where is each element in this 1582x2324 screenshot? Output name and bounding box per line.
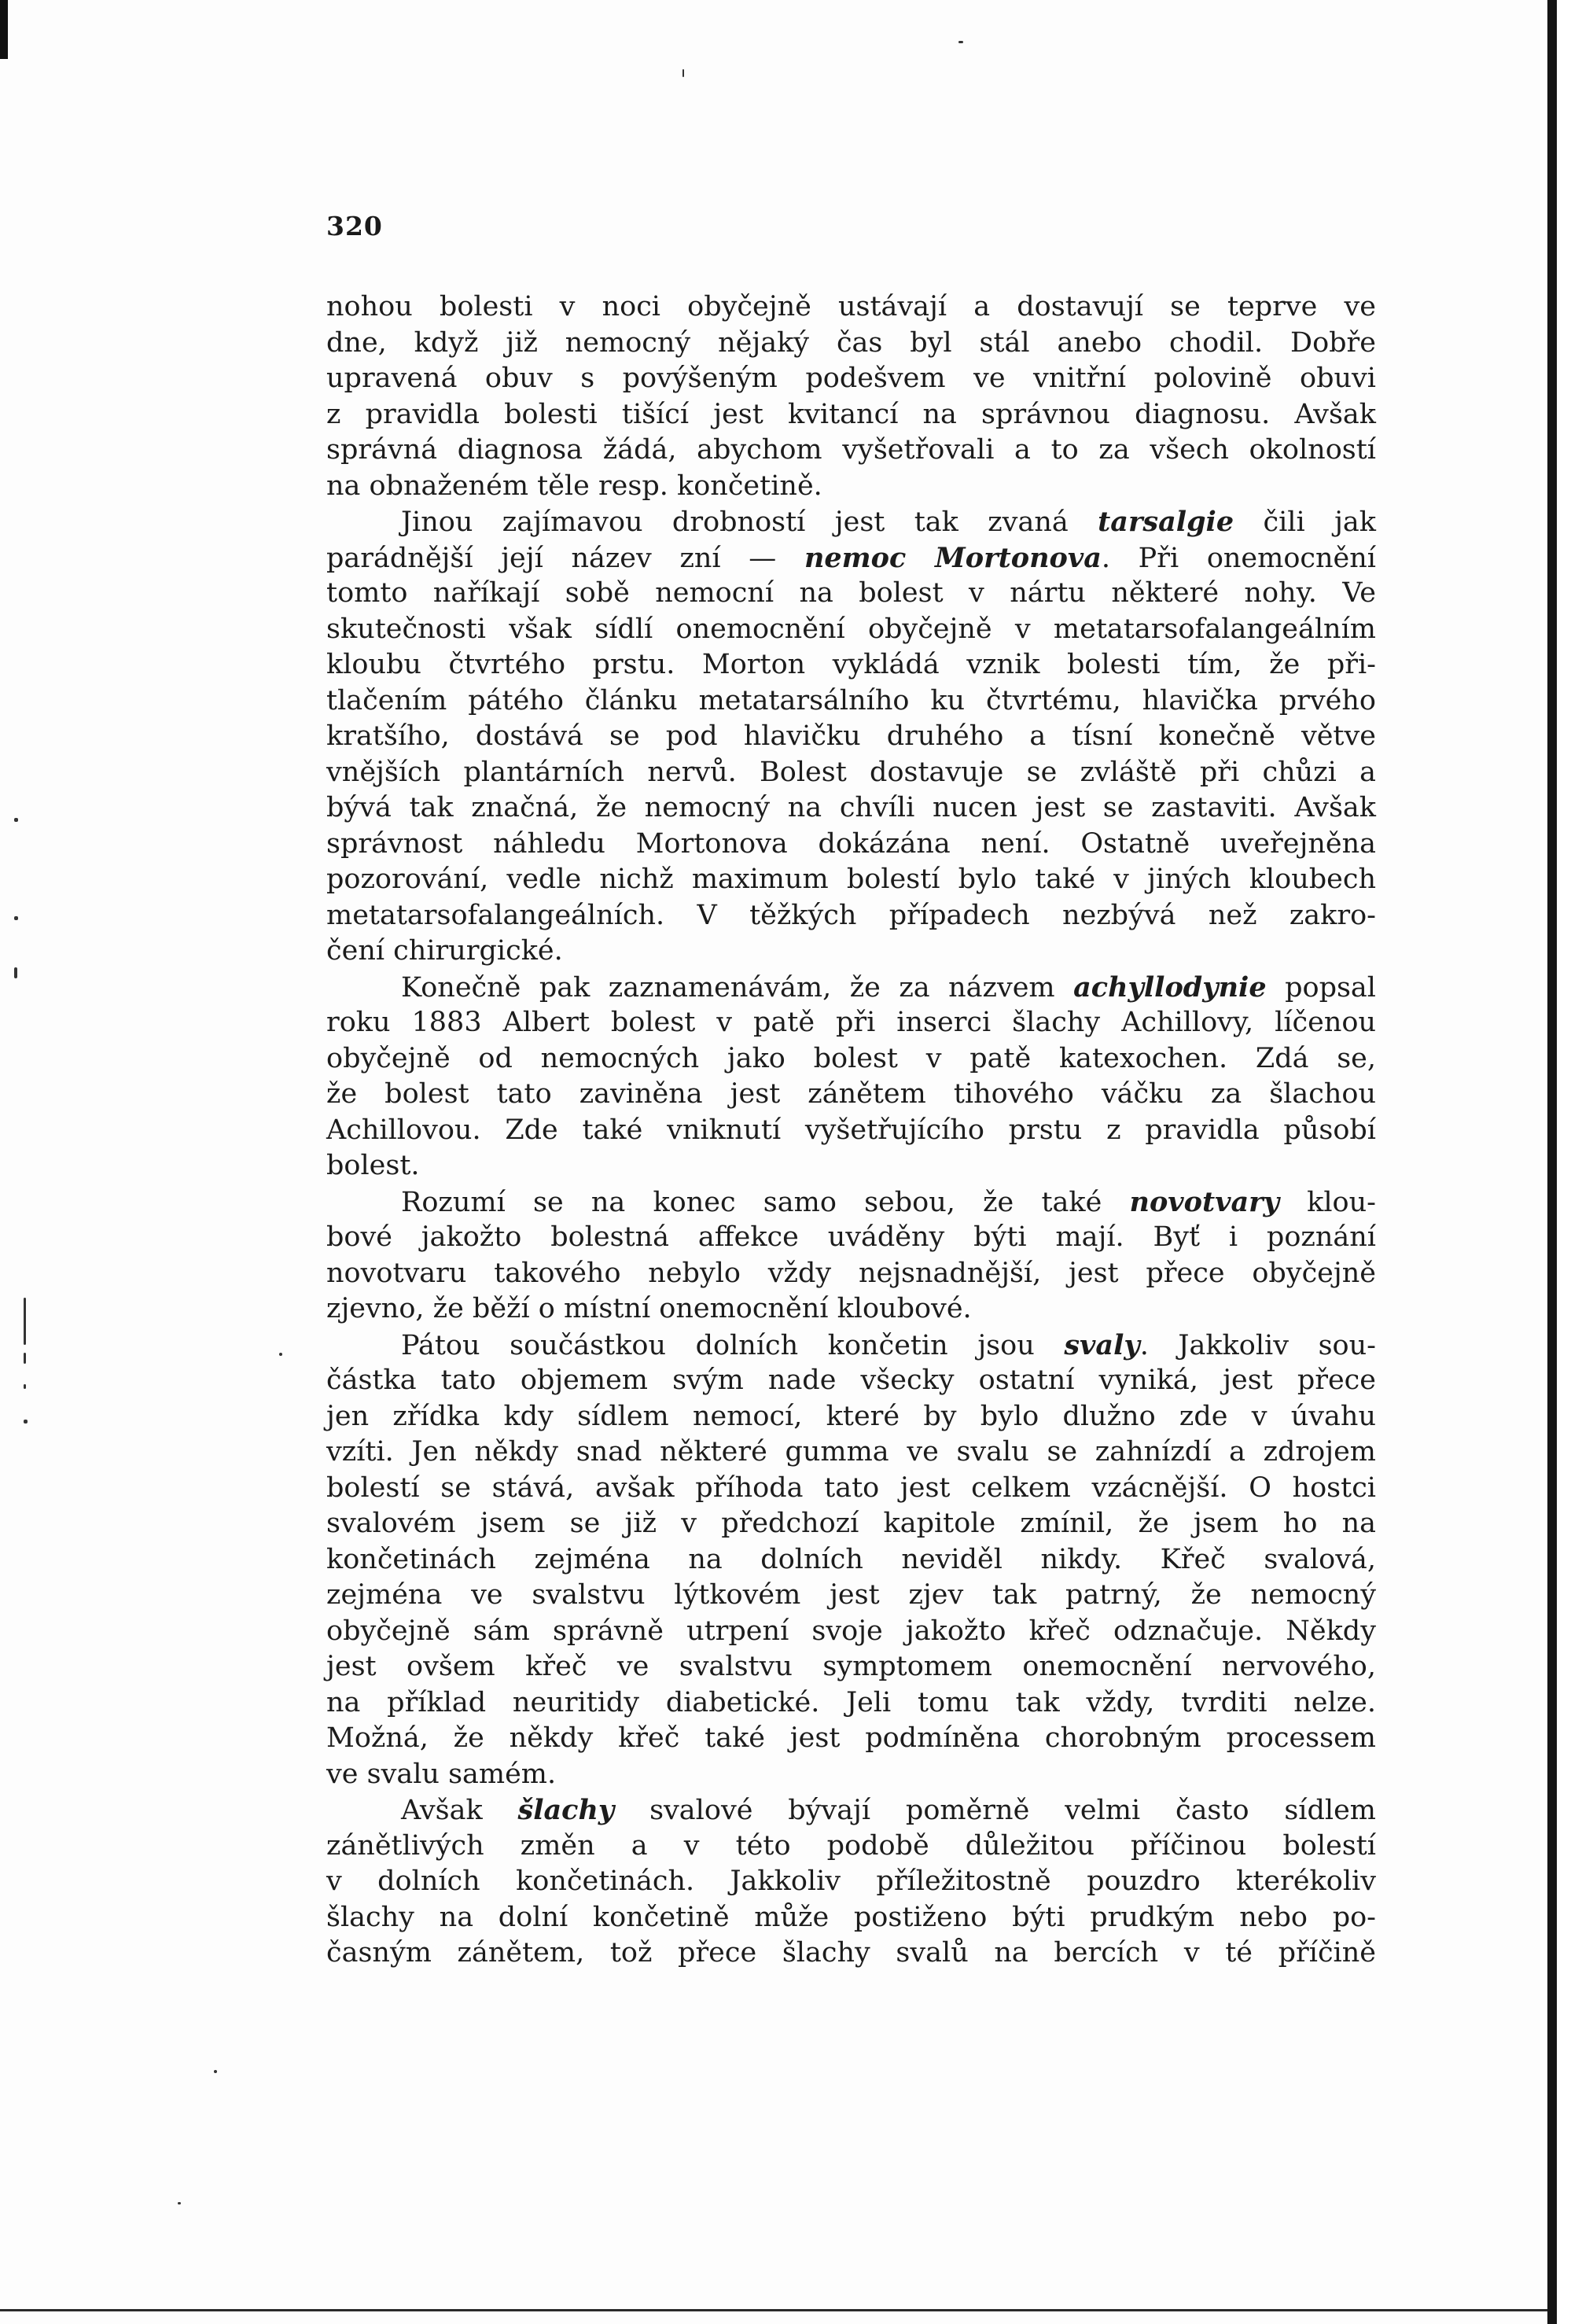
text-run: správnost náhledu Mortonova dokázána není. Ostatně uveřejněna xyxy=(326,827,1376,860)
text-line xyxy=(326,1900,1376,1936)
text-run: bolestí se stává, avšak příhoda tato jest celkem vzácnější. O hostci xyxy=(326,1471,1376,1504)
text-line xyxy=(326,326,1376,362)
text-run: . Jakkoliv sou- xyxy=(1139,1329,1376,1361)
text-run: vnějších plantárních nervů. Bolest dostavuje se zvláště při chůzi a xyxy=(326,756,1376,788)
text-run: upravená obuv s povýšeným podešvem ve vnitřní polovině obuvi xyxy=(326,363,1376,394)
text-run: ve svalu samém. xyxy=(326,1758,557,1790)
text-run: bové jakožto bolestná affekce uváděny býti mají. Byť i poznání xyxy=(326,1221,1376,1253)
text-run: na příklad neuritidy diabetické. Jeli tomu tak vždy, tvrditi nelze. xyxy=(326,1686,1376,1718)
text-line xyxy=(326,1328,1376,1364)
text-run: jen zřídka kdy sídlem nemocí, které by bylo dlužno zde v úvahu xyxy=(326,1400,1376,1432)
text-line xyxy=(326,1721,1376,1757)
text-run: dne, když již nemocný nějaký čas byl stál anebo chodil. Dobře xyxy=(326,326,1376,359)
text-run: že bolest tato zaviněna jest zánětem tihového váčku za šlachou xyxy=(326,1078,1376,1110)
text-line xyxy=(326,755,1376,791)
text-run: čili jak xyxy=(1234,506,1376,538)
text-run: kratšího, dostává se pod hlavičku druhého a tísní konečně větve xyxy=(326,720,1376,752)
italic-term: tarsalgie xyxy=(1098,506,1234,538)
text-run: na obnaženém těle resp. končetině. xyxy=(326,470,822,502)
text-run: svalové bývají poměrně velmi často sídlem xyxy=(614,1795,1376,1826)
speck xyxy=(24,1353,26,1364)
text-line xyxy=(326,898,1376,934)
text-run: kloubu čtvrtého prstu. Morton vykládá vznik bolesti tím, že při- xyxy=(326,649,1376,680)
text-line xyxy=(326,934,1376,970)
text-line xyxy=(326,1685,1376,1722)
text-run: metatarsofalangeálních. V těžkých případech nezbývá než zakro- xyxy=(326,899,1376,931)
text-line xyxy=(326,1757,1376,1793)
text-run: Konečně pak zaznamenávám, že za názvem xyxy=(401,971,1074,1004)
page-number: 320 xyxy=(326,211,383,241)
text-run: Možná, že někdy křeč také jest podmíněna chorobným processem xyxy=(326,1722,1376,1754)
text-run: vzíti. Jen někdy snad některé gumma ve svalu se zahnízdí a zdrojem xyxy=(326,1436,1376,1468)
text-line xyxy=(326,1935,1376,1972)
page-margin-right xyxy=(1557,0,1582,2324)
speck xyxy=(24,1298,26,1345)
text-run: správná diagnosa žádá, abychom vyšetřovali a to za všech okolností xyxy=(326,434,1376,466)
text-line xyxy=(326,1792,1376,1829)
speck xyxy=(24,1420,28,1423)
text-run: Achillovou. Zde také vniknutí vyšetřujícího prstu z pravidla působí xyxy=(326,1114,1376,1146)
speck xyxy=(958,41,963,43)
text-line xyxy=(326,683,1376,720)
text-line xyxy=(326,1077,1376,1113)
text-line xyxy=(326,1649,1376,1685)
text-line xyxy=(326,1041,1376,1077)
speck xyxy=(214,2070,217,2073)
text-line xyxy=(326,1256,1376,1292)
text-line xyxy=(326,1614,1376,1650)
text-run: obyčejně sám správně utrpení svoje jakožto křeč odznačuje. Někdy xyxy=(326,1615,1376,1647)
speck xyxy=(24,1384,26,1389)
text-run: Rozumí se na konec samo sebou, že také xyxy=(401,1186,1130,1218)
text-line xyxy=(326,1184,1376,1221)
text-run: novotvaru takového nebylo vždy nejsnadnější, jest přece obyčejně xyxy=(326,1257,1376,1289)
text-line xyxy=(326,1005,1376,1041)
text-line xyxy=(326,970,1376,1006)
text-run: čení chirurgické. xyxy=(326,935,563,967)
text-run: pozorování, vedle nichž maximum bolestí bylo také v jiných kloubech xyxy=(326,864,1376,895)
body-text xyxy=(326,289,1376,1972)
italic-term: novotvary xyxy=(1129,1185,1279,1218)
text-run: Avšak xyxy=(401,1795,518,1826)
text-line xyxy=(326,361,1376,397)
text-line xyxy=(326,540,1376,576)
text-line xyxy=(326,397,1376,433)
text-run: Jinou zajímavou drobností jest tak zvaná xyxy=(401,506,1098,538)
text-line xyxy=(326,1435,1376,1471)
speck xyxy=(279,1353,282,1356)
italic-term: šlachy xyxy=(517,1794,615,1826)
text-line xyxy=(326,612,1376,648)
text-line xyxy=(326,1829,1376,1865)
italic-term: nemoc Mortonova xyxy=(804,541,1102,574)
text-line xyxy=(326,1113,1376,1149)
text-line xyxy=(326,504,1376,540)
text-run: zánětlivých změn a v této podobě důležitou příčinou bolestí xyxy=(326,1829,1376,1862)
speck xyxy=(178,2202,181,2204)
speck xyxy=(14,818,18,822)
text-run: časným zánětem, tož přece šlachy svalů na bercích v té příčině xyxy=(326,1937,1376,1969)
text-run: zejména ve svalstvu lýtkovém jest zjev tak patrný, že nemocný xyxy=(326,1579,1376,1611)
text-run: obyčejně od nemocných jako bolest v patě katexochen. Zdá se, xyxy=(326,1042,1376,1074)
text-line xyxy=(326,576,1376,612)
speck xyxy=(682,69,684,77)
text-run: popsal xyxy=(1266,971,1376,1004)
text-line xyxy=(326,790,1376,827)
text-line xyxy=(326,289,1376,326)
text-line xyxy=(326,1220,1376,1256)
text-run: zjevno, že běží o místní onemocnění kloubové. xyxy=(326,1293,972,1324)
text-line xyxy=(326,827,1376,863)
text-run: skutečnosti však sídlí onemocnění obyčejně v metatarsofalangeálním xyxy=(326,613,1376,645)
text-run: svalovém jsem se již v předchozí kapitole zmínil, že jsem ho na xyxy=(326,1508,1376,1539)
text-run: parádnější její název zní — xyxy=(326,542,804,574)
text-run: tlačením pátého článku metatarsálního ku čtvrtému, hlavička prvého xyxy=(326,684,1376,716)
speck xyxy=(14,916,18,920)
text-run: nohou bolesti v noci obyčejně ustávají a dostavují se teprve ve xyxy=(326,291,1376,322)
scan-edge-right xyxy=(1547,0,1557,2324)
text-line xyxy=(326,1542,1376,1578)
text-line xyxy=(326,1578,1376,1614)
text-line xyxy=(326,433,1376,469)
text-run: v dolních končetinách. Jakkoliv příležitostně pouzdro kterékoliv xyxy=(326,1865,1376,1897)
text-run: částka tato objemem svým nade všecky ostatní vyniká, jest přece xyxy=(326,1365,1376,1396)
text-line xyxy=(326,647,1376,683)
text-run: bolest. xyxy=(326,1150,420,1181)
text-line xyxy=(326,1471,1376,1507)
text-run: šlachy na dolní končetině může postiženo býti prudkým nebo po- xyxy=(326,1901,1376,1933)
text-run: tomto naříkají sobě nemocní na bolest v nártu některé nohy. Ve xyxy=(326,577,1376,609)
text-line xyxy=(326,719,1376,755)
text-run: z pravidla bolesti tišící jest kvitancí na správnou diagnosu. Avšak xyxy=(326,398,1376,430)
text-line xyxy=(326,862,1376,898)
text-line xyxy=(326,1506,1376,1542)
text-run: Pátou součástkou dolních končetin jsou xyxy=(401,1329,1065,1361)
text-line xyxy=(326,1148,1376,1184)
text-run: jest ovšem křeč ve svalstvu symptomem onemocnění nervového, xyxy=(326,1651,1376,1682)
speck xyxy=(14,967,17,978)
text-line xyxy=(326,1363,1376,1399)
text-line xyxy=(326,469,1376,505)
italic-term: achyllodynie xyxy=(1073,970,1267,1004)
italic-term: svaly xyxy=(1064,1328,1140,1361)
text-line xyxy=(326,1399,1376,1435)
text-line xyxy=(326,1291,1376,1328)
text-run: bývá tak značná, že nemocný na chvíli nucen jest se zastaviti. Avšak xyxy=(326,792,1376,823)
scan-edge-left xyxy=(0,0,8,59)
text-run: klou- xyxy=(1278,1186,1376,1218)
text-run: roku 1883 Albert bolest v patě při inserci šlachy Achillovy, líčenou xyxy=(326,1007,1376,1038)
scan-edge-bottom xyxy=(0,2309,1547,2311)
text-run: . Při onemocnění xyxy=(1101,542,1376,574)
text-run: končetinách zejména na dolních neviděl nikdy. Křeč svalová, xyxy=(326,1543,1376,1575)
text-line xyxy=(326,1864,1376,1900)
